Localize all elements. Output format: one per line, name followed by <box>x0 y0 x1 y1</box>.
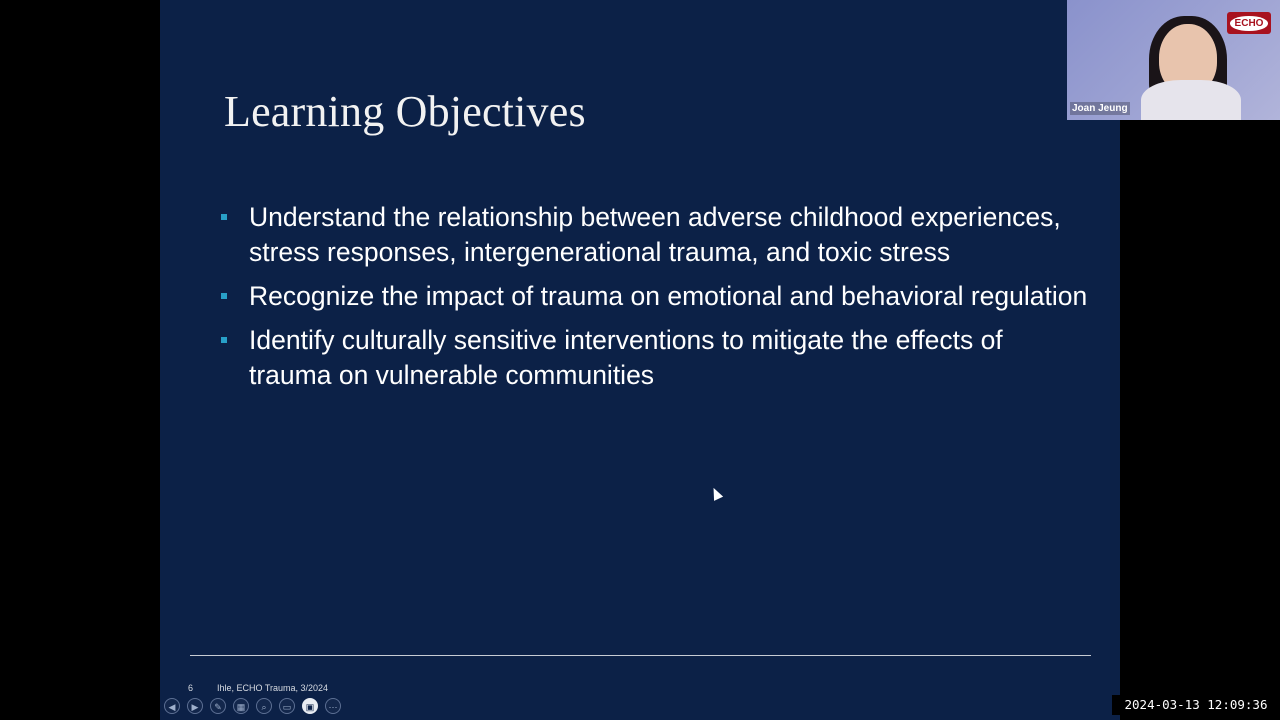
subtitles-button[interactable]: ▭ <box>279 698 295 714</box>
previous-slide-button[interactable]: ◀ <box>164 698 180 714</box>
camera-toggle-button[interactable]: ▣ <box>302 698 318 714</box>
participant-video-tile[interactable] <box>1067 0 1280 120</box>
see-all-slides-button[interactable]: ▦ <box>233 698 249 714</box>
square-bullet-icon <box>221 337 227 343</box>
list-item <box>218 200 1088 270</box>
square-bullet-icon <box>221 293 227 299</box>
mouse-pointer-icon <box>709 486 723 501</box>
bullet-text: Understand the relationship between adverse childhood experiences, stress responses, intergenerational trauma, and toxic stress <box>249 202 1061 267</box>
pen-tool-button[interactable]: ✎ <box>210 698 226 714</box>
bullet-text: Recognize the impact of trauma on emotional and behavioral regulation <box>249 281 1088 311</box>
slide-number: 6 <box>188 683 194 693</box>
list-item <box>218 323 1088 393</box>
list-item <box>218 279 1088 314</box>
participant-shirt <box>1141 80 1241 120</box>
recording-timestamp: 2024-03-13 12:09:36 <box>1112 695 1280 715</box>
presentation-slide <box>160 0 1120 720</box>
footer-divider <box>190 655 1091 656</box>
echo-logo-text: ECHO <box>1230 16 1269 31</box>
objectives-list <box>218 200 1088 402</box>
slideshow-toolbar <box>164 698 341 716</box>
slide-title: Learning Objectives <box>224 87 586 136</box>
slide-footer: Ihle, ECHO Trauma, 3/2024 <box>217 683 329 693</box>
bullet-text: Identify culturally sensitive interventions to mitigate the effects of trauma on vulnerable communities <box>249 325 1003 390</box>
square-bullet-icon <box>221 214 227 220</box>
echo-logo <box>1227 12 1271 34</box>
participant-name-label: Joan Jeung <box>1072 103 1128 114</box>
zoom-button[interactable]: ⌕ <box>256 698 272 714</box>
more-options-button[interactable]: ⋯ <box>325 698 341 714</box>
next-slide-button[interactable]: ▶ <box>187 698 203 714</box>
